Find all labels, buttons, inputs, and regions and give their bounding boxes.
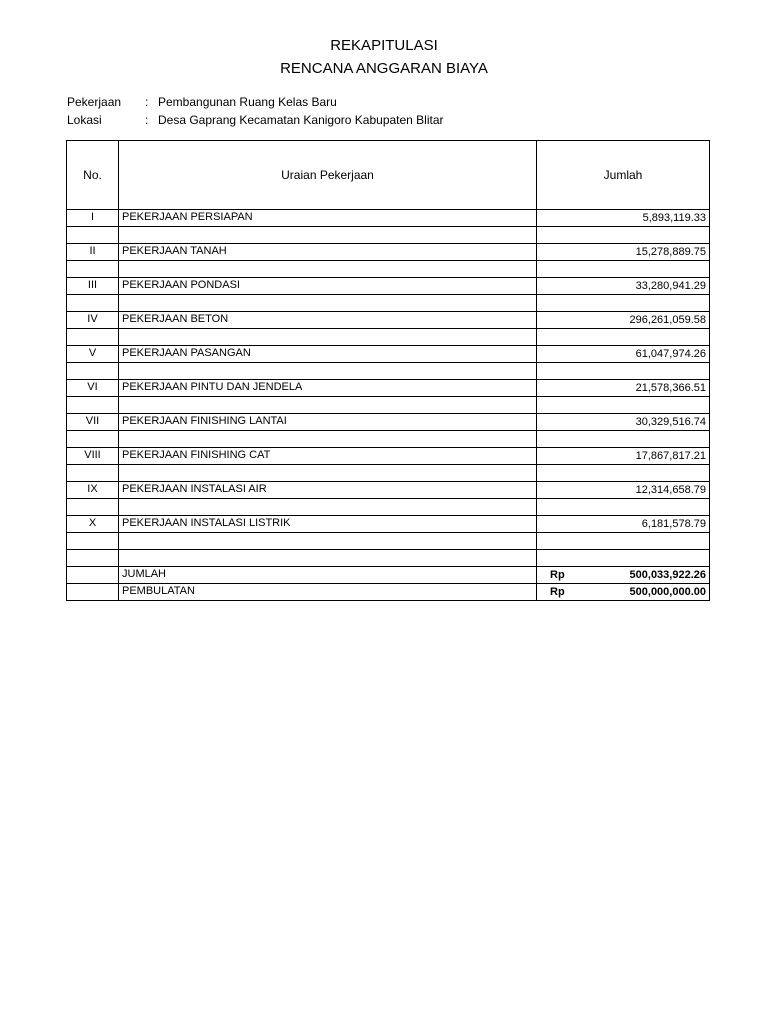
table-row [67, 448, 710, 465]
row-no: VI [67, 380, 119, 397]
row-uraian: PEKERJAAN PASANGAN [119, 346, 537, 363]
row-uraian: PEKERJAAN INSTALASI AIR [119, 482, 537, 499]
row-jumlah: 296,261,059.58 [537, 312, 710, 329]
row-uraian: PEKERJAAN FINISHING LANTAI [119, 414, 537, 431]
row-no: X [67, 516, 119, 533]
table-row-spacer [67, 261, 710, 278]
table-row-spacer [67, 363, 710, 380]
column-header-jumlah: Jumlah [537, 141, 710, 210]
total-amount [537, 567, 710, 584]
table-row-spacer [67, 329, 710, 346]
info-pekerjaan [67, 95, 337, 109]
column-header-no: No. [67, 141, 119, 210]
page-subtitle: RENCANA ANGGARAN BIAYA [280, 60, 488, 77]
row-no: III [67, 278, 119, 295]
table-row-spacer [67, 465, 710, 482]
table-header-row [67, 141, 710, 210]
row-jumlah: 33,280,941.29 [537, 278, 710, 295]
rounding-value: 500,000,000.00 [629, 586, 706, 598]
lokasi-separator: : [145, 113, 149, 127]
lokasi-label: Lokasi [67, 113, 102, 127]
table-row-spacer [67, 397, 710, 414]
row-no: IV [67, 312, 119, 329]
total-currency: Rp [550, 569, 565, 581]
table-row [67, 380, 710, 397]
table-row-spacer [67, 295, 710, 312]
table-row-spacer [67, 533, 710, 550]
row-uraian: PEKERJAAN PINTU DAN JENDELA [119, 380, 537, 397]
row-no: II [67, 244, 119, 261]
table-row-spacer [67, 431, 710, 448]
row-jumlah: 21,578,366.51 [537, 380, 710, 397]
row-jumlah: 15,278,889.75 [537, 244, 710, 261]
pekerjaan-separator: : [145, 95, 149, 109]
row-uraian: PEKERJAAN BETON [119, 312, 537, 329]
page-title: REKAPITULASI [330, 37, 438, 54]
table-row [67, 278, 710, 295]
rounding-currency: Rp [550, 586, 565, 598]
row-no: I [67, 210, 119, 227]
table-row [67, 482, 710, 499]
row-uraian: PEKERJAAN PERSIAPAN [119, 210, 537, 227]
row-no: IX [67, 482, 119, 499]
row-uraian: PEKERJAAN PONDASI [119, 278, 537, 295]
table-row [67, 516, 710, 533]
table-row-spacer [67, 499, 710, 516]
table-row [67, 244, 710, 261]
pekerjaan-label: Pekerjaan [67, 95, 122, 109]
recap-table [66, 140, 710, 601]
table-row [67, 312, 710, 329]
row-jumlah: 61,047,974.26 [537, 346, 710, 363]
row-jumlah: 12,314,658.79 [537, 482, 710, 499]
column-header-uraian: Uraian Pekerjaan [119, 141, 537, 210]
rounding-amount [537, 584, 710, 601]
total-value: 500,033,922.26 [629, 569, 706, 581]
rounding-label: PEMBULATAN [119, 584, 537, 601]
pekerjaan-value: Pembangunan Ruang Kelas Baru [158, 95, 337, 109]
row-jumlah: 6,181,578.79 [537, 516, 710, 533]
row-jumlah: 5,893,119.33 [537, 210, 710, 227]
total-row [67, 567, 710, 584]
row-no: VIII [67, 448, 119, 465]
lokasi-value: Desa Gaprang Kecamatan Kanigoro Kabupaten Blitar [158, 113, 444, 127]
row-jumlah: 17,867,817.21 [537, 448, 710, 465]
row-jumlah: 30,329,516.74 [537, 414, 710, 431]
table-row-spacer [67, 227, 710, 244]
total-label: JUMLAH [119, 567, 537, 584]
row-uraian: PEKERJAAN INSTALASI LISTRIK [119, 516, 537, 533]
row-no: VII [67, 414, 119, 431]
row-uraian: PEKERJAAN TANAH [119, 244, 537, 261]
rounding-row [67, 584, 710, 601]
row-uraian: PEKERJAAN FINISHING CAT [119, 448, 537, 465]
table-row [67, 210, 710, 227]
table-row [67, 414, 710, 431]
table-row-spacer [67, 550, 710, 567]
info-lokasi [67, 113, 444, 127]
table-row [67, 346, 710, 363]
row-no: V [67, 346, 119, 363]
